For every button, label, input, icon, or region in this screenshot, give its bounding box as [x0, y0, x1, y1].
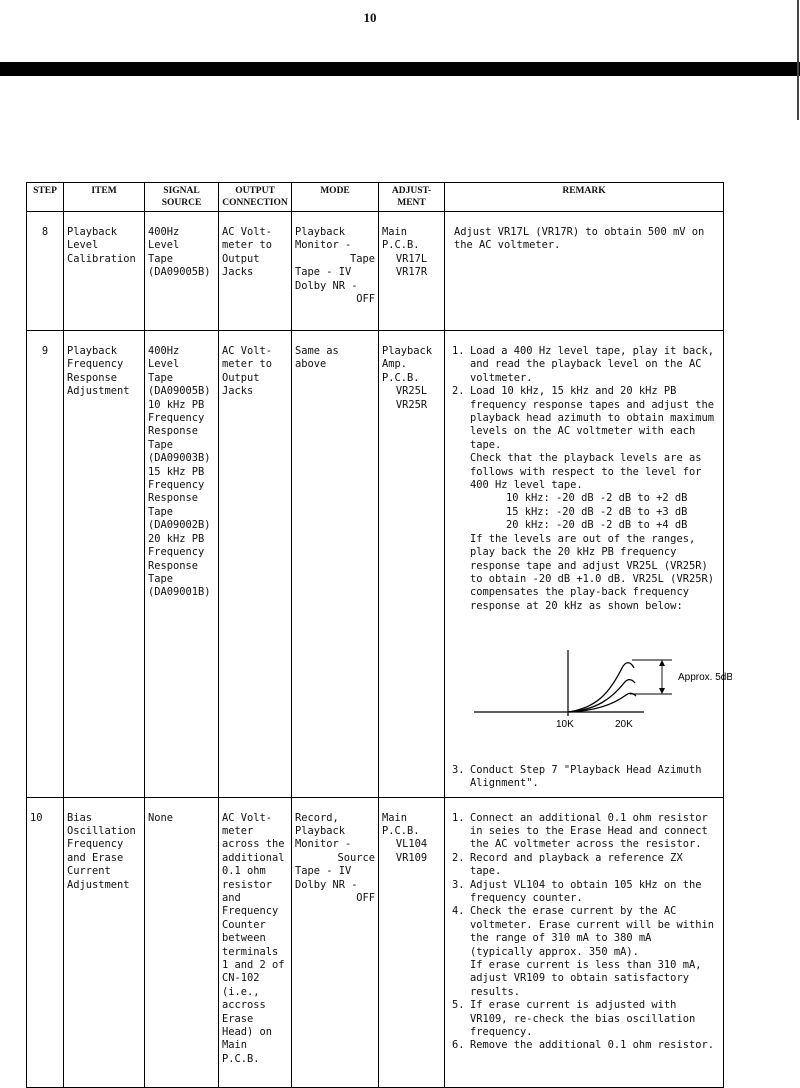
mode-cell: Playback Monitor - Tape Tape - IV Dolby NR - OFF: [292, 212, 379, 331]
output-connection-cell: AC Volt- meter to Output Jacks: [219, 331, 292, 798]
mode-cell: Record, Playback Monitor - Source Tape - IV Dolby NR - OFF: [292, 797, 379, 1087]
page-number: 10: [363, 10, 377, 25]
remark-cell: [445, 212, 724, 331]
remark-text: Adjust VR17L (VR17R) to obtain 500 mV on the AC voltmeter.: [454, 226, 705, 252]
header-rule: [0, 62, 800, 76]
item-cell: Playback Frequency Response Adjustment: [64, 331, 145, 798]
remark-list: [448, 812, 720, 1053]
x-tick-10k: 10K: [556, 718, 574, 730]
adjustment-cell: Main P.C.B. VR17L VR17R: [379, 212, 445, 331]
remark-cell: [445, 331, 732, 798]
level-spec: 10 kHz: -20 dB -2 dB to +2 dB: [506, 492, 688, 505]
x-tick-20k: 20K: [615, 718, 633, 730]
table-header-row: [27, 183, 724, 212]
remark-item: 6. Remove the additional 0.1 ohm resistor.: [452, 1039, 714, 1052]
header-mode: MODE: [292, 183, 379, 212]
response-curve-high: [568, 663, 634, 712]
remark-list: [448, 345, 732, 791]
dim-label: Approx. 5dB: [678, 671, 732, 683]
table-row: [27, 212, 724, 331]
signal-source-cell: 400Hz Level Tape (DA09005B) 10 kHz PB Frequency Response Tape (DA09003B) 15 kHz PB Frequency Response Tape (DA09002B) 20 kHz PB Frequency Response Tape (DA09001B): [145, 331, 219, 798]
remark-item: 2. Record and playback a reference ZX tape.: [452, 851, 683, 878]
table-row: [27, 797, 724, 1087]
item-cell: Bias Oscillation Frequency and Erase Current Adjustment: [64, 797, 145, 1087]
remark-item: 4. Check the erase current by the AC voltmeter. Erase current will be within the range of 310 mA to 380 mA (typically approx. 350 mA). If erase current is less than 310 mA, adjust VR109 to obtain satisfactory results.: [452, 905, 714, 998]
mode-cell: Same as above: [292, 331, 379, 798]
header-step: STEP: [27, 183, 64, 212]
signal-source-cell: None: [145, 797, 219, 1087]
adjustment-cell: Main P.C.B. VL104 VR109: [379, 797, 445, 1087]
level-spec: 15 kHz: -20 dB -2 dB to +3 dB: [506, 505, 688, 518]
header-remark: REMARK: [445, 183, 724, 212]
frequency-response-svg: [472, 650, 732, 740]
item-cell: Playback Level Calibration: [64, 212, 145, 331]
header-adjustment: ADJUST-MENT: [379, 183, 445, 212]
table-row: [27, 331, 724, 798]
signal-source-cell: 400Hz Level Tape (DA09005B): [145, 212, 219, 331]
remark-item: 3. Adjust VL104 to obtain 105 kHz on the frequency counter.: [452, 878, 702, 904]
dim-arrow-down: [659, 688, 665, 694]
remark-item: 1. Connect an additional 0.1 ohm resistor in seies to the Erase Head and connect the AC voltmeter across the resistor.: [452, 811, 708, 851]
dim-arrow-up: [659, 660, 665, 666]
remark-cell: [445, 797, 724, 1087]
step-number: 9: [27, 331, 64, 798]
level-spec: 20 kHz: -20 dB -2 dB to +4 dB: [506, 519, 688, 532]
step-number: 10: [27, 797, 64, 1087]
header-signal-source: SIGNAL SOURCE: [145, 183, 219, 212]
header-output-connection: OUTPUT CONNECTION: [219, 183, 292, 212]
output-connection-cell: AC Volt- meter across the additional 0.1 ohm resistor and Frequency Counter between terminals 1 and 2 of CN-102 (i.e., accross Erase Head) on Main P.C.B.: [219, 797, 292, 1087]
remark-item: 2. Load 10 kHz, 15 kHz and 20 kHz PB frequency response tapes and adjust the playback head azimuth to obtain maximum levels on the AC voltmeter with each tape. Check that the playback levels are as follows with respect to the level for 400 Hz level tape. 10 kHz: -20 dB -2 dB to +2 dB 15 kHz: -20 dB -2 dB to +3 dB 20 kHz: -20 dB -2 dB to +4 dB If the levels are out of the ranges, play back the 20 kHz PB frequency response tape and adjust VR25L (VR25R) to obtain -20 dB +1.0 dB. VR25L (VR25R) compensates the play-back frequency response at 20 kHz as shown below: Approx. 5dB 10K 20K: [448, 385, 720, 764]
header-item: ITEM: [64, 183, 145, 212]
step-number: 8: [27, 212, 64, 331]
remark-item: 3. Conduct Step 7 "Playback Head Azimuth Alignment".: [452, 763, 702, 790]
frequency-response-graph: [472, 637, 732, 745]
adjustment-cell: Playback Amp. P.C.B. VR25L VR25R: [379, 331, 445, 798]
scan-edge-mark: [797, 0, 799, 120]
output-connection-cell: AC Volt- meter to Output Jacks: [219, 212, 292, 331]
remark-item: 5. If erase current is adjusted with VR109, re-check the bias oscillation frequency.: [452, 999, 696, 1039]
remark-item: 1. Load a 400 Hz level tape, play it back, and read the playback level on the AC voltmeter.: [452, 345, 714, 384]
adjustment-procedure-table: [26, 182, 732, 1088]
